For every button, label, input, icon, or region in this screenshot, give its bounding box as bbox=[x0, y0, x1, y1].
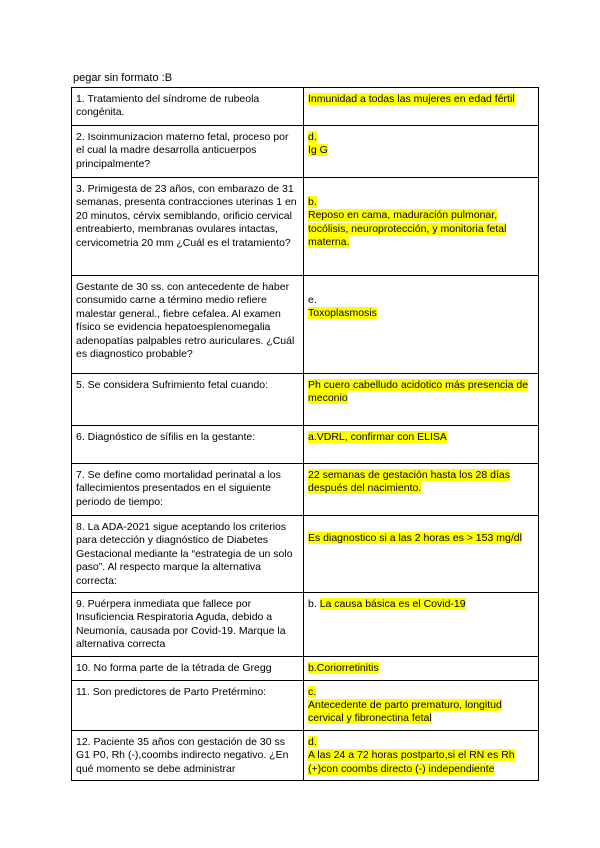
table-row bbox=[72, 680, 539, 730]
table-row bbox=[72, 276, 539, 374]
question-cell: 11. Son predictores de Parto Pretérmino: bbox=[72, 680, 304, 730]
qa-table bbox=[71, 87, 539, 781]
answer-option-letter: b. bbox=[308, 598, 320, 611]
answer-cell bbox=[304, 88, 539, 126]
answer-cell bbox=[304, 464, 539, 516]
answer-cell bbox=[304, 516, 539, 593]
answer-text: 22 semanas de gestación hasta los 28 días después del nacimiento. bbox=[308, 469, 510, 495]
table-row bbox=[72, 656, 539, 680]
question-cell: 2. Isoinmunizacion materno fetal, proceso por el cual la madre desarrolla anticuerpos principalmente? bbox=[72, 126, 304, 178]
answer-cell bbox=[304, 426, 539, 464]
answer-cell bbox=[304, 178, 539, 276]
question-cell: 10. No forma parte de la tétrada de Gregg bbox=[72, 656, 304, 680]
answer-text: Ph cuero cabelludo acidotico más presencia de meconio bbox=[308, 379, 529, 405]
answer-text: b.Coriorretinitis bbox=[308, 661, 379, 674]
question-cell: 8. La ADA-2021 sigue aceptando los criterios para detección y diagnóstico de Diabetes Gestacional mediante la “estrategia de un solo paso”. Al respecto marque la alternativa correcta: bbox=[72, 516, 304, 593]
answer-option-letter: b. bbox=[308, 196, 317, 208]
table-row bbox=[72, 426, 539, 464]
answer-option-letter: e. bbox=[308, 294, 317, 306]
answer-text: Reposo en cama, maduración pulmonar, tocólisis, neuroprotección, y monitoria fetal materna. bbox=[308, 209, 507, 249]
answer-text: A las 24 a 72 horas postparto,si el RN es Rh (+)con coombs directo (-) independiente bbox=[308, 749, 515, 775]
answer-text: Es diagnostico si a las 2 horas es > 153 mg/dl bbox=[308, 532, 522, 544]
question-cell: 9. Puérpera inmediata que fallece por Insuficiencia Respiratoria Aguda, debido a Neumonía, causada por Covid-19. Marque la alternativa correcta bbox=[72, 593, 304, 657]
answer-cell bbox=[304, 730, 539, 780]
answer-text: a.VDRL, confirmar con ELISA bbox=[308, 431, 447, 443]
table-row bbox=[72, 126, 539, 178]
answer-cell bbox=[304, 593, 539, 657]
answer-text: Antecedente de parto prematuro, longitud cervical y fibronectina fetal bbox=[308, 699, 502, 725]
question-cell: 5. Se considera Sufrimiento fetal cuando: bbox=[72, 374, 304, 426]
question-cell: 12. Paciente 35 años con gestación de 30 ss G1 P0, Rh (-),coombs indirecto negativo. ¿En qué momento se debe administrar bbox=[72, 730, 304, 780]
table-row bbox=[72, 178, 539, 276]
table-row bbox=[72, 730, 539, 780]
question-cell: 7. Se define como mortalidad perinatal a los fallecimientos presentados en el siguiente periodo de tiempo: bbox=[72, 464, 304, 516]
answer-text: Toxoplasmosis bbox=[308, 307, 377, 320]
page-title: pegar sin formato :B bbox=[73, 72, 173, 84]
answer-option-letter: d. bbox=[308, 735, 317, 748]
question-cell: 3. Primigesta de 23 años, con embarazo de 31 semanas, presenta contracciones uterinas 1 en 20 minutos, cérvix semiblando, orificio cervical entreabierto, membranas ovulares intactas, cervicometria 20 mm ¿Cuál es el tratamiento? bbox=[72, 178, 304, 276]
table-row bbox=[72, 516, 539, 593]
answer-cell bbox=[304, 374, 539, 426]
answer-cell bbox=[304, 276, 539, 374]
table-row bbox=[72, 464, 539, 516]
question-cell: 6. Diagnóstico de sífilis en la gestante: bbox=[72, 426, 304, 464]
answer-cell bbox=[304, 680, 539, 730]
question-cell: 1. Tratamiento del síndrome de rubeola congénita. bbox=[72, 88, 304, 126]
table-row bbox=[72, 88, 539, 126]
answer-cell bbox=[304, 656, 539, 680]
answer-text: La causa básica es el Covid-19 bbox=[319, 598, 466, 611]
table-row bbox=[72, 593, 539, 657]
table-row bbox=[72, 374, 539, 426]
answer-option-letter: c. bbox=[308, 685, 317, 698]
answer-option-letter: d. bbox=[308, 131, 317, 143]
question-cell: Gestante de 30 ss. con antecedente de haber consumido carne a término medio refiere malestar general., fiebre cefalea. Al examen físico se evidencia hepatoesplenomegalia adenopatías palpables retro auriculares. ¿Cuál es diagnostico probable? bbox=[72, 276, 304, 374]
answer-text: Inmunidad a todas las mujeres en edad fértil bbox=[308, 93, 515, 105]
answer-text: Ig G bbox=[308, 144, 328, 157]
answer-cell bbox=[304, 126, 539, 178]
